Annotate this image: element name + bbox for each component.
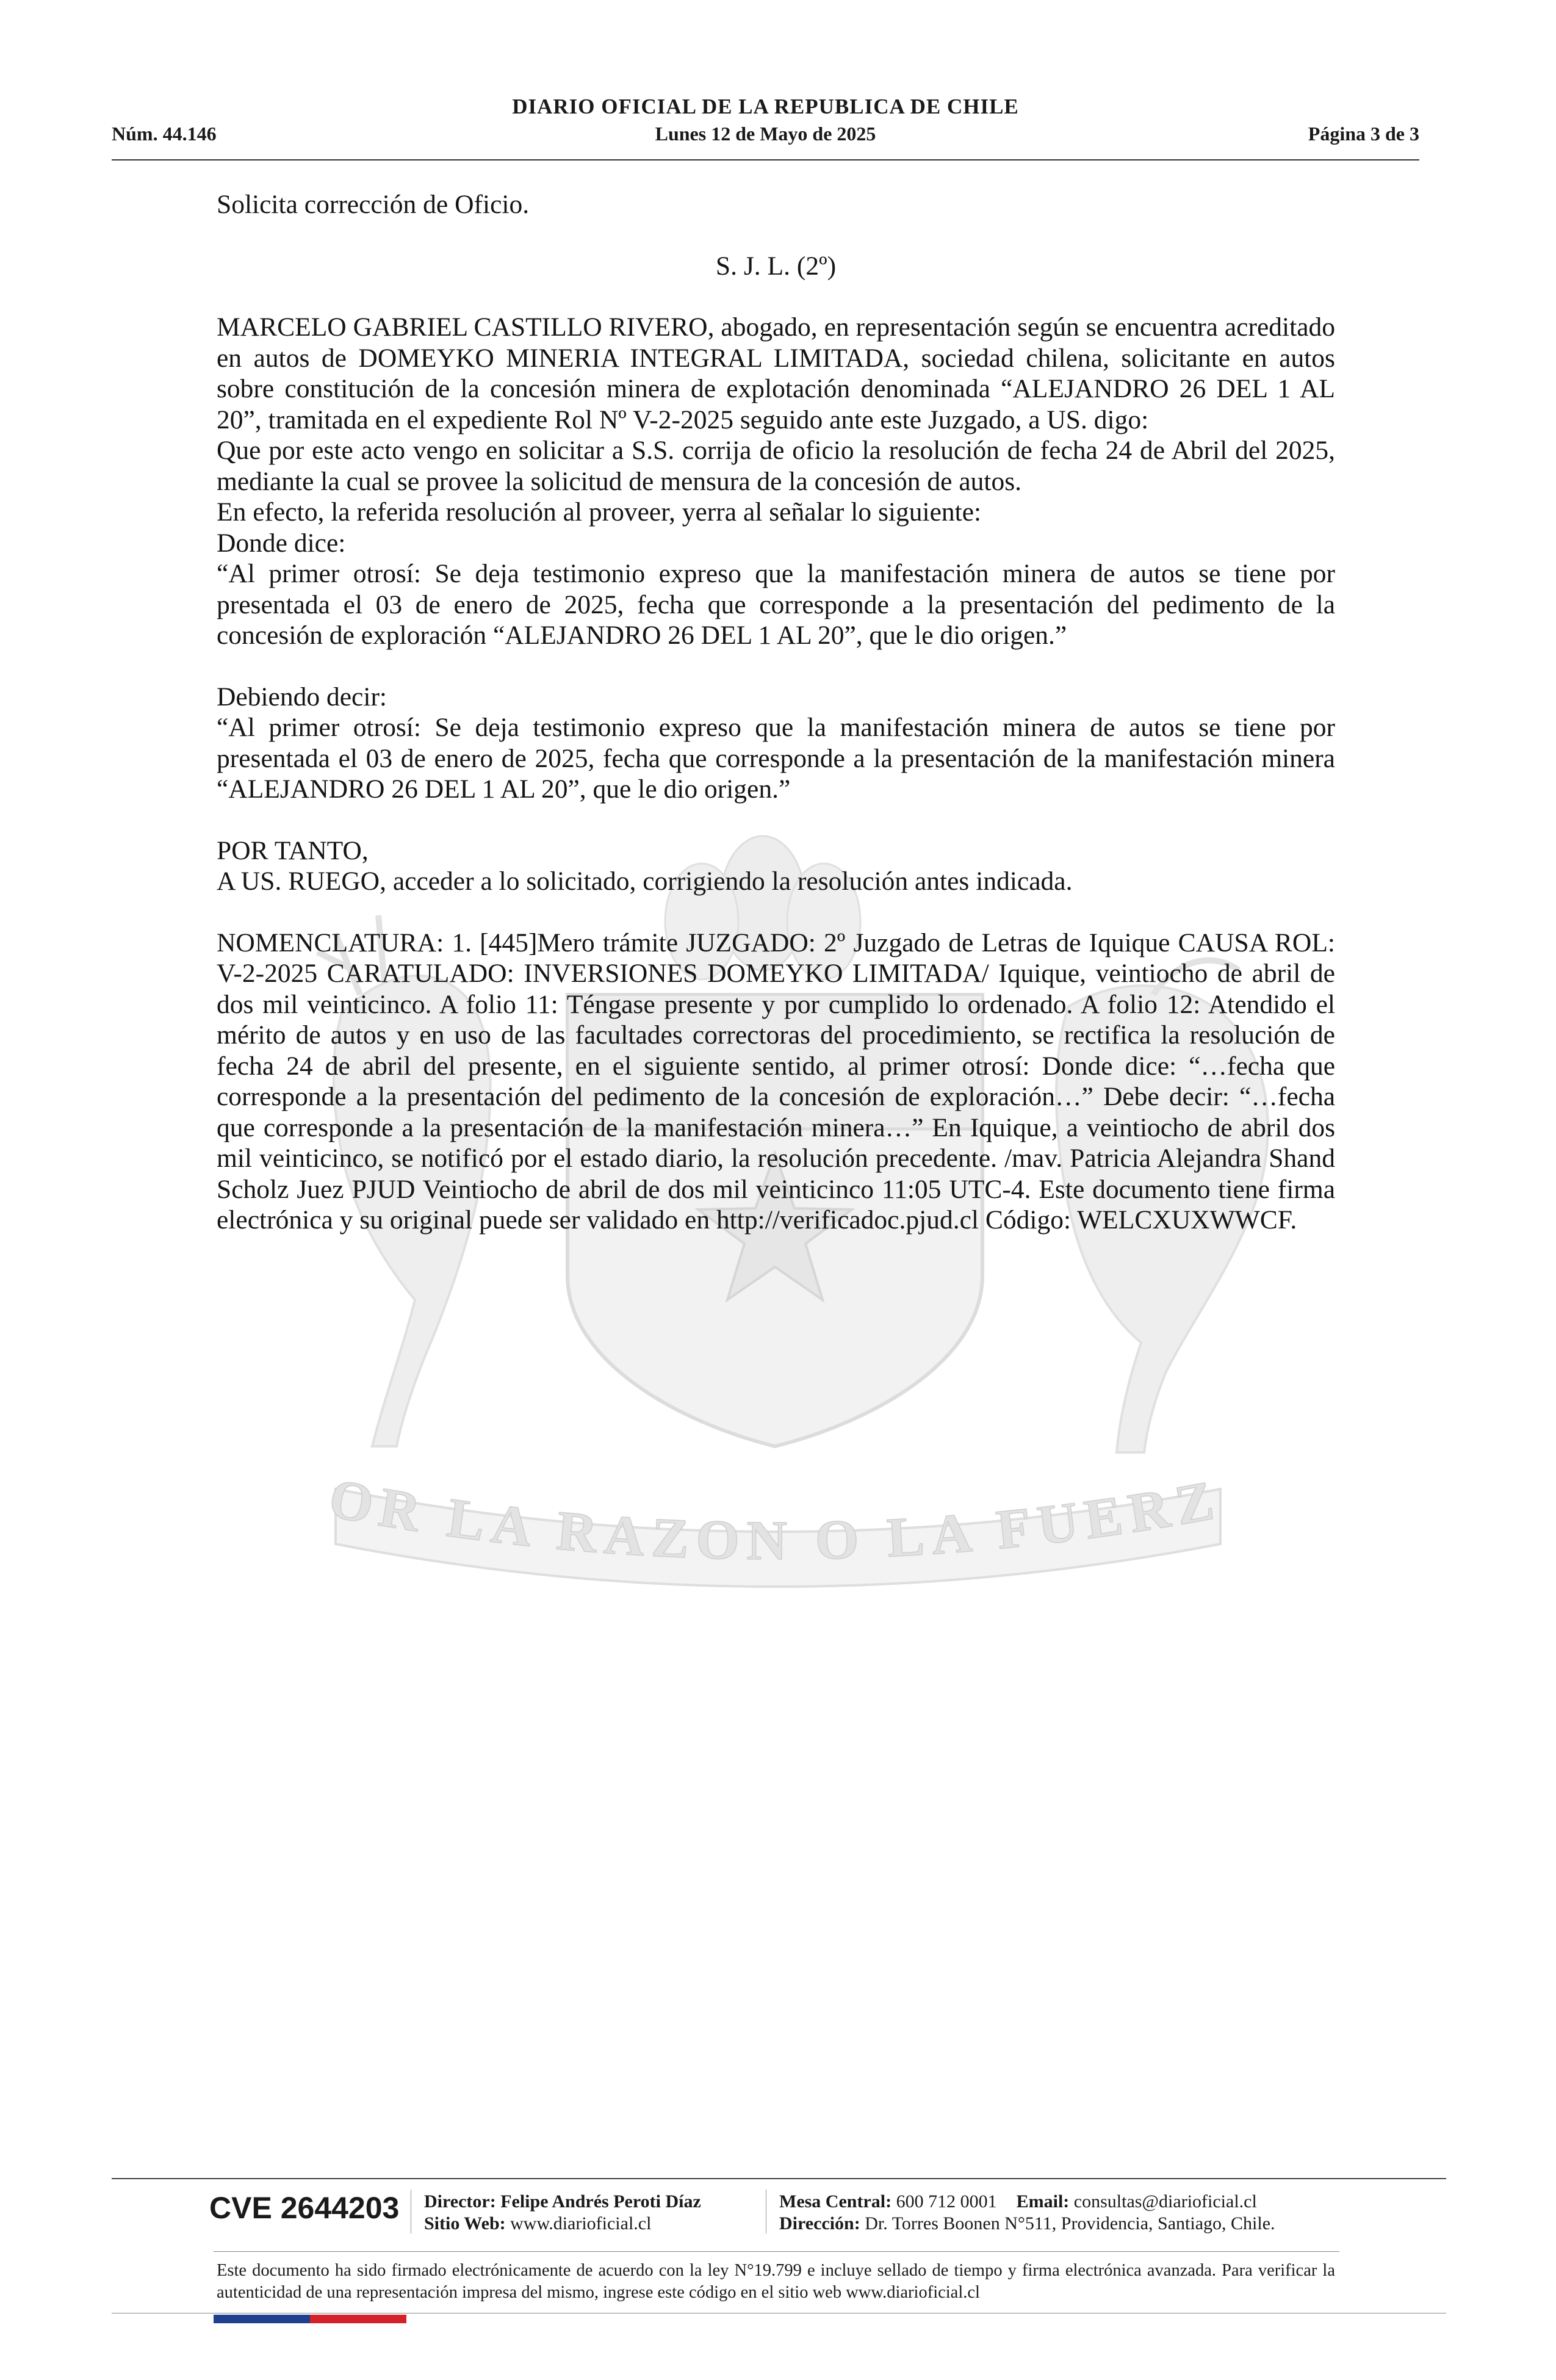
page-header [112, 93, 1419, 160]
address-label: Dirección: [779, 2213, 860, 2234]
electronic-signature-notice: Este documento ha sido firmado electrónicamente de acuerdo con la ley N°19.799 e incluye sellado de tiempo y firma electrónica avanzada. Para verificar la autenticidad de una representación impresa del mismo, ingrese este código en el sitio web www.diarioficial.cl [217, 2261, 1335, 2302]
email-label: Email: [1016, 2191, 1070, 2212]
issue-date: Lunes 12 de Mayo de 2025 [655, 123, 876, 145]
footer-mid-rule [214, 2251, 1339, 2252]
email-link[interactable]: consultas@diarioficial.cl [1073, 2191, 1257, 2212]
director-name: Felipe Andrés Peroti Díaz [500, 2191, 701, 2212]
ruego-paragraph: A US. RUEGO, acceder a lo solicitado, corrigiendo la resolución antes indicada. [217, 867, 1073, 896]
phone-label: Mesa Central: [779, 2191, 892, 2212]
donde-dice-label: Donde dice: [217, 528, 346, 558]
document-body [217, 189, 1335, 1236]
debiendo-decir-quote: “Al primer otrosí: Se deja testimonio expreso que la manifestación minera de autos se tiene por presentada el 03 de enero de 2025, fecha que corresponde a la presentación de la manifestación minera “ALEJANDRO 26 DEL 1 AL 20”, que le dio origen.” [217, 713, 1335, 804]
watermark-motto: OR LA RAZON O LA FUERZ [324, 1466, 1226, 1572]
intro-paragraph: MARCELO GABRIEL CASTILLO RIVERO, abogado, en representación según se encuentra acreditado en autos de DOMEYKO MINERIA INTEGRAL LIMITADA, sociedad chilena, solicitante en autos sobre constitución de la concesión minera de explotación denominada “ALEJANDRO 26 DEL 1 AL 20”, tramitada en el expediente Rol Nº V-2-2025 seguido ante este Juzgado, a US. digo: [217, 312, 1335, 435]
court-reference: S. J. L. (2º) [715, 251, 837, 281]
gazette-title: DIARIO OFICIAL DE LA REPUBLICA DE CHILE [512, 95, 1019, 118]
nomenclatura-paragraph: NOMENCLATURA: 1. [445]Mero trámite JUZGADO: 2º Juzgado de Letras de Iquique CAUSA ROL: V-2-2025 CARATULADO: INVERSIONES DOMEYKO LIMITADA/ Iquique, veintiocho de abril de dos mil veinticinco. A folio 11: Téngase presente y por cumplido lo ordenado. A folio 12: Atendido el mérito de autos y en uso de las facultades correctoras del procedimiento, se rectifica la resolución de fecha 24 de abril del presente, en el siguiente sentido, al primer otrosí: Donde dice: “…fecha que corresponde a la presentación del pedimento de la concesión de exploración…” Debe decir: “…fecha que corresponde a la presentación de la manifestación minera…” En Iquique, a veintiocho de abril dos mil veinticinco, se notificó por el estado diario, la resolución precedente. /mav. Patricia Alejandra Shand Scholz Juez PJUD Veintiocho de abril de dos mil veinticinco 11:05 UTC-4. Este documento tiene firma electrónica y su original puede ser validado en http://verificadoc.pjud.cl Código: WELCXUXWWCF. [217, 928, 1335, 1235]
cve-code: CVE 2644203 [209, 2191, 400, 2225]
phone-value: 600 712 0001 [896, 2191, 997, 2212]
debiendo-decir-label: Debiendo decir: [217, 682, 387, 712]
website-link[interactable]: www.diarioficial.cl [510, 2213, 652, 2234]
opening-line: Solicita corrección de Oficio. [217, 190, 530, 219]
issue-number: Núm. 44.146 [112, 123, 217, 145]
footer-director-block [424, 2191, 701, 2235]
website-label: Sitio Web: [424, 2213, 506, 2234]
flag-stripe-blue [214, 2315, 310, 2323]
footer-top-rule [112, 2178, 1446, 2179]
donde-dice-quote: “Al primer otrosí: Se deja testimonio expreso que la manifestación minera de autos se tiene por presentada el 03 de enero de 2025, fecha que corresponde a la presentación del pedimento de la concesión de exploración “ALEJANDRO 26 DEL 1 AL 20”, que le dio origen.” [217, 559, 1335, 650]
por-tanto: POR TANTO, [217, 835, 369, 865]
page-number: Página 3 de 3 [1308, 123, 1419, 145]
footer-contact-block [779, 2191, 1275, 2235]
flag-stripe-red [310, 2315, 406, 2323]
address-value: Dr. Torres Boonen N°511, Providencia, Santiago, Chile. [865, 2213, 1275, 2234]
director-label: Director: [424, 2191, 496, 2212]
effect-paragraph: En efecto, la referida resolución al proveer, yerra al señalar lo siguiente: [217, 497, 982, 527]
request-paragraph: Que por este acto vengo en solicitar a S.S. corrija de oficio la resolución de fecha 24 de Abril del 2025, mediante la cual se provee la solicitud de mensura de la concesión de autos. [217, 436, 1335, 496]
